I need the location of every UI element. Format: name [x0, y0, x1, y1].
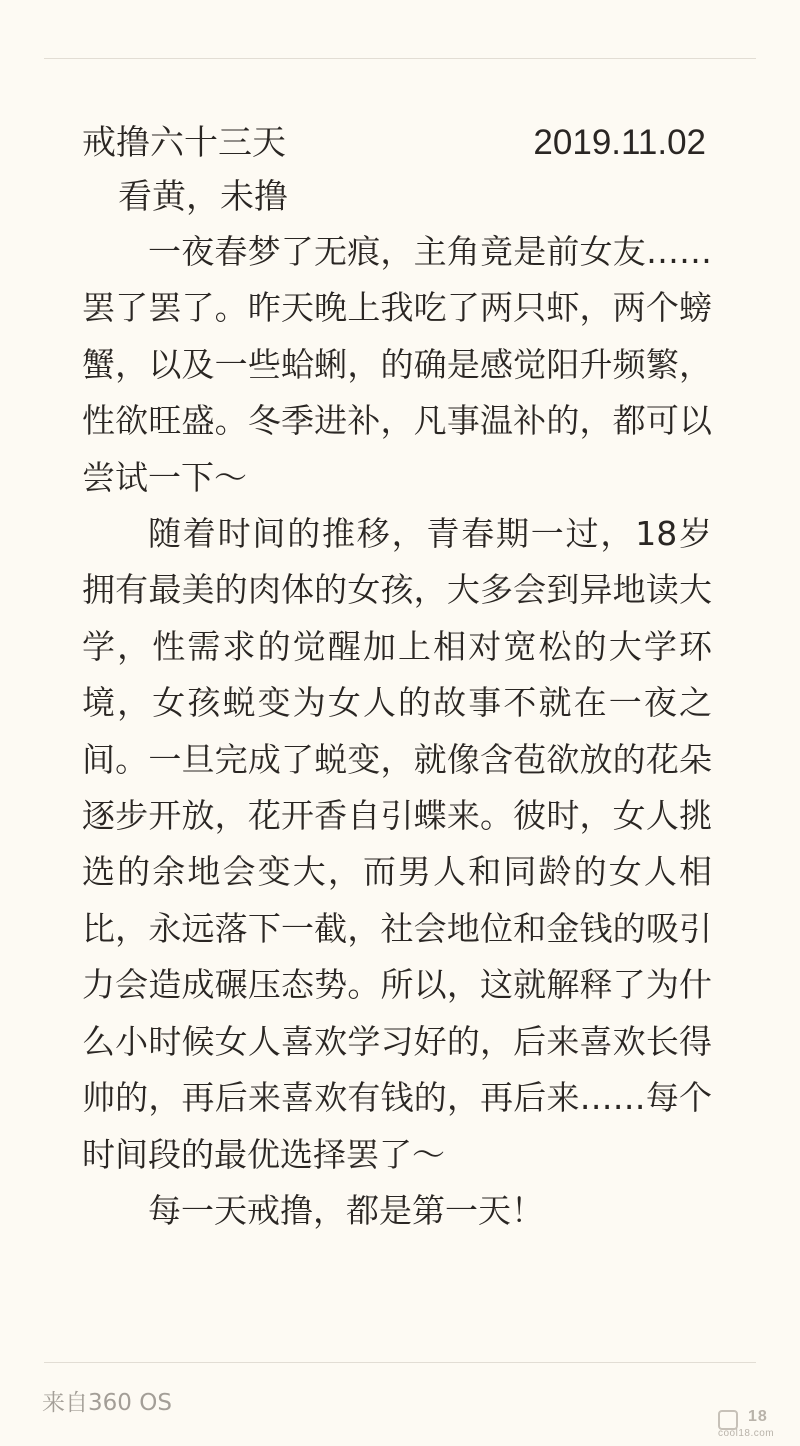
source-label: 来自360 OS — [42, 1390, 172, 1416]
top-divider — [44, 58, 756, 59]
note-header — [82, 116, 712, 170]
note-title: 戒撸六十三天 — [82, 123, 286, 163]
note-subtitle: 看黄，未撸 — [118, 177, 288, 217]
watermark-number: 18 — [748, 1408, 768, 1425]
site-watermark — [718, 1408, 780, 1440]
paragraph-1: 一夜春梦了无痕，主角竟是前女友……罢了罢了。昨天晚上我吃了两只虾，两个螃蟹，以及一些蛤蜊，的确是感觉阳升频繁，性欲旺盛。冬季进补，凡事温补的，都可以尝试一下～ — [82, 232, 712, 497]
note-content — [82, 116, 712, 1239]
paragraph-2: 随着时间的推移，青春期一过，18岁拥有最美的肉体的女孩，大多会到异地读大学，性需求的觉醒加上相对宽松的大学环境，女孩蜕变为女人的故事不就在一夜之间。一旦完成了蜕变，就像含苞欲放的花朵逐步开放，花开香自引蝶来。彼时，女人挑选的余地会变大，而男人和同龄的女人相比，永远落下一截，社会地位和金钱的吸引力会造成碾压态势。所以，这就解释了为什么小时候女人喜欢学习好的，后来喜欢长得帅的，再后来喜欢有钱的，再后来……每个时间段的最优选择罢了～ — [82, 514, 712, 1174]
watermark-logo-icon — [718, 1410, 738, 1430]
note-date: 2019.11.02 — [533, 123, 706, 162]
bottom-divider — [44, 1362, 756, 1363]
watermark-domain: cool18.com — [718, 1428, 775, 1439]
paragraph-3: 每一天戒撸，都是第一天！ — [148, 1190, 544, 1230]
